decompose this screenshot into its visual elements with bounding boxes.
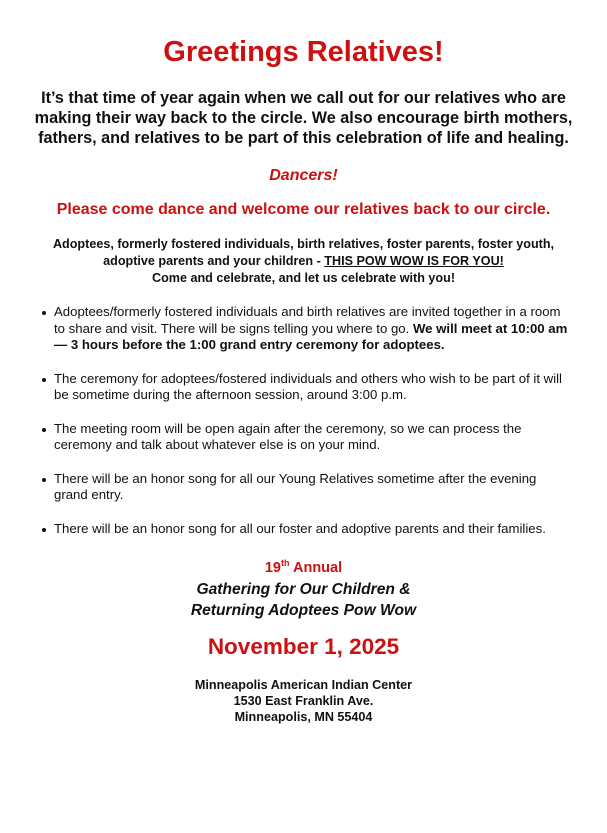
- venue-city: Minneapolis, MN 55404: [234, 710, 373, 724]
- event-name-line-2: Returning Adoptees Pow Wow: [190, 602, 417, 619]
- audience-lead: Adoptees, formerly fostered individuals, birth relatives, foster parents, foster youth, adoptive parents and your children -: [52, 237, 555, 268]
- list-item: [42, 304, 573, 354]
- bullet-bold-text: We will meet at 10:00 am — 3 hours before the 1:00 grand entry ceremony for adoptees.: [54, 320, 568, 352]
- annual-word: Annual: [293, 560, 343, 576]
- intro-paragraph: It’s that time of year again when we call out for our relatives who are making their way back to the circle. We also encourage birth mothers, fathers, and relatives to be part of this celebration of life and healing.: [34, 89, 573, 147]
- bullet-text: The meeting room will be open again after the ceremony, so we can process the ceremony and talk about whatever else is on your mind.: [54, 420, 522, 452]
- dancers-heading: Dancers!: [269, 167, 338, 184]
- bullet-text: Adoptees/formerly fostered individuals and birth relatives are invited together in a room to share and visit. There will be signs telling you where to go.: [54, 304, 561, 336]
- list-item: [42, 471, 573, 504]
- list-item: [42, 421, 573, 454]
- bullet-text: There will be an honor song for all our Young Relatives sometime after the evening grand entry.: [54, 470, 537, 502]
- page-title: Greetings Relatives!: [163, 36, 444, 68]
- event-date: November 1, 2025: [207, 634, 400, 659]
- audience-emphasis: THIS POW WOW IS FOR YOU!: [324, 254, 504, 268]
- annual-ordinal-suffix: th: [281, 558, 290, 569]
- annual-label: [34, 559, 573, 577]
- bullet-text: The ceremony for adoptees/fostered individuals and others who wish to be part of it will be sometime during the afternoon session, around 3:00 p.m.: [54, 370, 562, 402]
- list-item: [42, 371, 573, 404]
- audience-closing: Come and celebrate, and let us celebrate with you!: [151, 271, 456, 285]
- venue-name: Minneapolis American Indian Center: [194, 678, 413, 692]
- list-item: [42, 521, 573, 538]
- bullet-text: There will be an honor song for all our foster and adoptive parents and their families.: [54, 520, 546, 536]
- dance-invitation: Please come dance and welcome our relatives back to our circle.: [56, 201, 551, 218]
- venue-street: 1530 East Franklin Ave.: [233, 694, 374, 708]
- event-name: [34, 579, 573, 621]
- venue-address: [34, 677, 573, 725]
- audience-paragraph: [34, 236, 573, 287]
- info-bullet-list: [34, 304, 573, 537]
- annual-number: 19: [264, 560, 281, 576]
- event-name-line-1: Gathering for Our Children &: [196, 581, 411, 598]
